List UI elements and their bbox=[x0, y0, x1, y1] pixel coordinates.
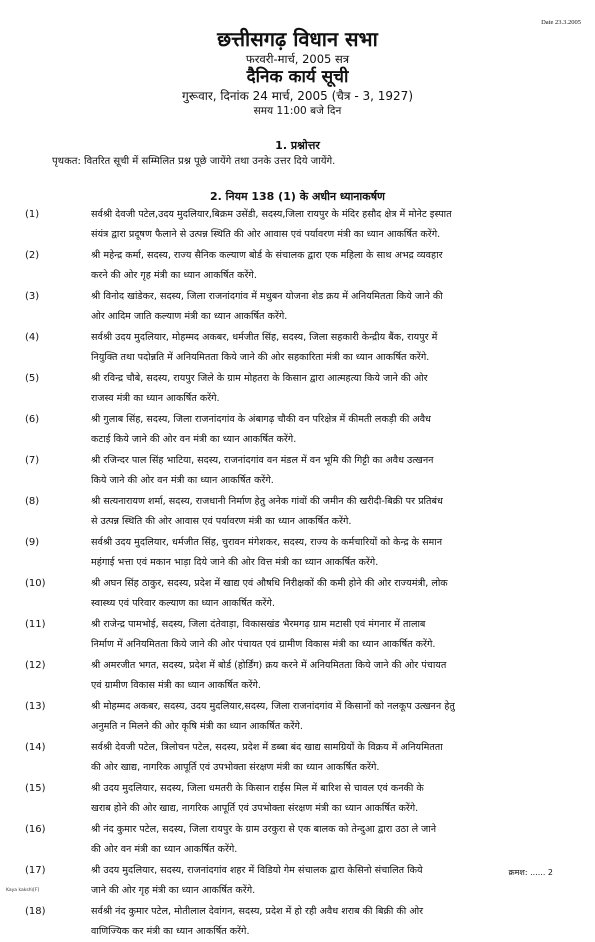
item-number: (16) bbox=[25, 824, 46, 835]
item-text: श्री रविन्द्र चौबे, सदस्य, रायपुर जिले के ग्राम मोहतरा के किसान द्वारा आत्महत्या किये जाने की ओर राजस्व मंत्री का ध्यान आकर्षित करेंगे. bbox=[91, 373, 428, 404]
assembly-title: छत्तीसगढ़ विधान सभा bbox=[217, 27, 378, 51]
date-stamp: Date 23.3.2005 bbox=[541, 19, 581, 26]
item-text: श्री उदय मुदलियार, सदस्य, जिला धमतरी के किसान राईस मिल में बारिश से चावल एवं कनकी के खराब होने की ओर खाद्य, नागरिक आपूर्ति एवं उपभोक्ता संरक्षण मंत्री का ध्यान आकर्षित करेंगे. bbox=[91, 783, 424, 814]
item-text: सर्वश्री नंद कुमार पटेल, मोतीलाल देवांगन, सदस्य, प्रदेश में हो रही अवैध शराब की बिक्री की ओर वाणिज्यिक कर मंत्री का ध्यान आकर्षित करेंगे. bbox=[91, 906, 424, 937]
item-number: (8) bbox=[25, 496, 40, 507]
item-text: श्री विनोद खांडेकर, सदस्य, जिला राजनांदगांव में मधुबन योजना शेड क्रय में अनियमितता किये जाने की ओर आदिम जाति कल्याण मंत्री का ध्यान आकर्षित करेंगे. bbox=[91, 291, 443, 322]
document-header bbox=[0, 26, 595, 118]
item-text: श्री उदय मुदलियार, सदस्य, राजनांदगांव शहर में विडियो गेम संचालक द्वारा केसिनो संचालित किये जाने की ओर गृह मंत्री का ध्यान आकर्षित करेंगे. bbox=[91, 865, 423, 896]
item-text: श्री राजेन्द्र पामभोई, सदस्य, जिला दंतेवाड़ा, विकासखंड भैरमगढ़ ग्राम मटासी एवं मंगनार में तालाब निर्माण में अनियमितता किये जाने की ओर पंचायत एवं ग्रामीण विकास मंत्री का ध्यान आकर्षित करेंगे. bbox=[91, 619, 436, 650]
item-number: (12) bbox=[25, 660, 46, 671]
item-number: (14) bbox=[25, 742, 46, 753]
item-text: सर्वश्री देवजी पटेल,उदय मुदलियार,बिक्रम उसेंडी, सदस्य,जिला रायपुर के मंदिर हसौद क्षेत्र में मोनेट इस्पात संयंत्र द्वारा प्रदूषण फैलाने से उत्पन्न स्थिति की ओर आवास एवं पर्यावरण मंत्री का ध्यान आकर्षित करेंगे. bbox=[91, 209, 452, 240]
section-1-title: 1. प्रश्नोत्तर bbox=[275, 139, 320, 152]
date-line: गुरूवार, दिनांक 24 मार्च, 2005 (चैत्र - 3, 1927) bbox=[181, 89, 413, 103]
item-number: (18) bbox=[25, 906, 46, 917]
item-text: श्री सत्यनारायण शर्मा, सदस्य, राजधानी निर्माण हेतु अनेक गांवों की जमीन की खरीदी-बिक्री पर प्रतिबंध से उत्पन्न स्थिति की ओर आवास एवं पर्यावरण मंत्री का ध्यान आकर्षित करेंगे. bbox=[91, 496, 443, 527]
item-number: (4) bbox=[25, 332, 40, 343]
item-number: (6) bbox=[25, 414, 40, 425]
section-2-title: 2. नियम 138 (1) के अधीन ध्यानाकर्षण bbox=[209, 190, 386, 203]
item-number: (11) bbox=[25, 619, 46, 630]
session-line: फरवरी-मार्च, 2005 सत्र bbox=[245, 52, 350, 66]
item-number: (5) bbox=[25, 373, 40, 384]
item-number: (3) bbox=[25, 291, 40, 302]
item-text: श्री गुलाब सिंह, सदस्य, जिला राजनांदगांव के अंबागढ़ चौकी वन परिक्षेत्र में कीमती लकड़ी की अवैध कटाई किये जाने की ओर वन मंत्री का ध्यान आकर्षित करेंगे. bbox=[91, 414, 431, 445]
item-text: श्री मोहम्मद अकबर, सदस्य, उदय मुदलियार,सदस्य, जिला राजनांदगांव में किसानों को नलकूप उत्खनन हेतु अनुमति न मिलने की ओर कृषि मंत्री का ध्यान आकर्षित करेंगे. bbox=[91, 701, 455, 732]
item-text: श्री महेन्द्र कर्मा, सदस्य, राज्य सैनिक कल्याण बोर्ड के संचालक द्वारा एक महिला के साथ अभद्र व्यवहार करने की ओर गृह मंत्री का ध्यान आकर्षित करेंगे. bbox=[91, 250, 443, 281]
item-number: (7) bbox=[25, 455, 40, 466]
footer-file-note: Kaya kaksh\[F] bbox=[6, 888, 40, 893]
item-number: (10) bbox=[25, 578, 46, 589]
item-text: सर्वश्री उदय मुदलियार, धर्मजीत सिंह, चुरावन मंगेशकर, सदस्य, राज्य के कर्मचारियों को केन्द्र के समान महंगाई भत्ता एवं मकान भाड़ा दिये जाने की ओर वित्त मंत्री का ध्यान आकर्षित करेंगे. bbox=[91, 537, 443, 568]
item-text: श्री नंद कुमार पटेल, सदस्य, जिला रायपुर के ग्राम उरकुरा से एक बालक को तेन्दुआ द्वारा उठा ले जाने की ओर वन मंत्री का ध्यान आकर्षित करेंगे. bbox=[91, 824, 437, 855]
item-text: श्री रजिन्दर पाल सिंह भाटिया, सदस्य, राजनांदगांव वन मंडल में वन भूमि की गिट्टी का अवैध उत्खनन किये जाने की ओर वन मंत्री का ध्यान आकर्षित करेंगे. bbox=[91, 455, 434, 486]
item-number: (13) bbox=[25, 701, 46, 712]
agenda-title: दैनिक कार्य सूची bbox=[246, 67, 349, 87]
item-text: श्री अमरजीत भगत, सदस्य, प्रदेश में बोर्ड (होर्डिंग) क्रय करने में अनियमितता किये जाने की ओर पंचायत एवं ग्रामीण विकास मंत्री का ध्यान आकर्षित करेंगे. bbox=[91, 660, 447, 691]
section-1-text: पृथकत: वितरित सूची में सम्मिलित प्रश्न पूछे जायेंगे तथा उनके उत्तर दिये जायेंगे. bbox=[52, 156, 336, 167]
item-number: (17) bbox=[25, 865, 46, 876]
item-text: सर्वश्री देवजी पटेल, त्रिलोचन पटेल, सदस्य, प्रदेश में डब्बा बंद खाद्य सामग्रियों के विक्रय में अनियमितता की ओर खाद्य, नागरिक आपूर्ति एवं उपभोक्ता संरक्षण मंत्री का ध्यान आकर्षित करेंगे. bbox=[91, 742, 443, 773]
item-text: सर्वश्री उदय मुदलियार, मोहम्मद अकबर, धर्मजीत सिंह, सदस्य, जिला सहकारी केन्द्रीय बैंक, रायपुर में नियुक्ति तथा पदोन्नति में अनियमितता किये जाने की ओर सहकारिता मंत्री का ध्यान आकर्षित करेंगे. bbox=[91, 332, 438, 363]
item-number: (2) bbox=[25, 250, 40, 261]
continued-marker: क्रमश: ...... 2 bbox=[508, 868, 553, 877]
item-text: श्री अघन सिंह ठाकुर, सदस्य, प्रदेश में खाद्य एवं औषधि निरीक्षकों की कमी होने की ओर राज्यमंत्री, लोक स्वास्थ्य एवं परिवार कल्याण का ध्यान आकर्षित करेंगे. bbox=[91, 578, 448, 609]
time-line: समय 11:00 बजे दिन bbox=[253, 105, 342, 117]
item-number: (9) bbox=[25, 537, 40, 548]
item-number: (15) bbox=[25, 783, 46, 794]
item-number: (1) bbox=[25, 209, 40, 220]
